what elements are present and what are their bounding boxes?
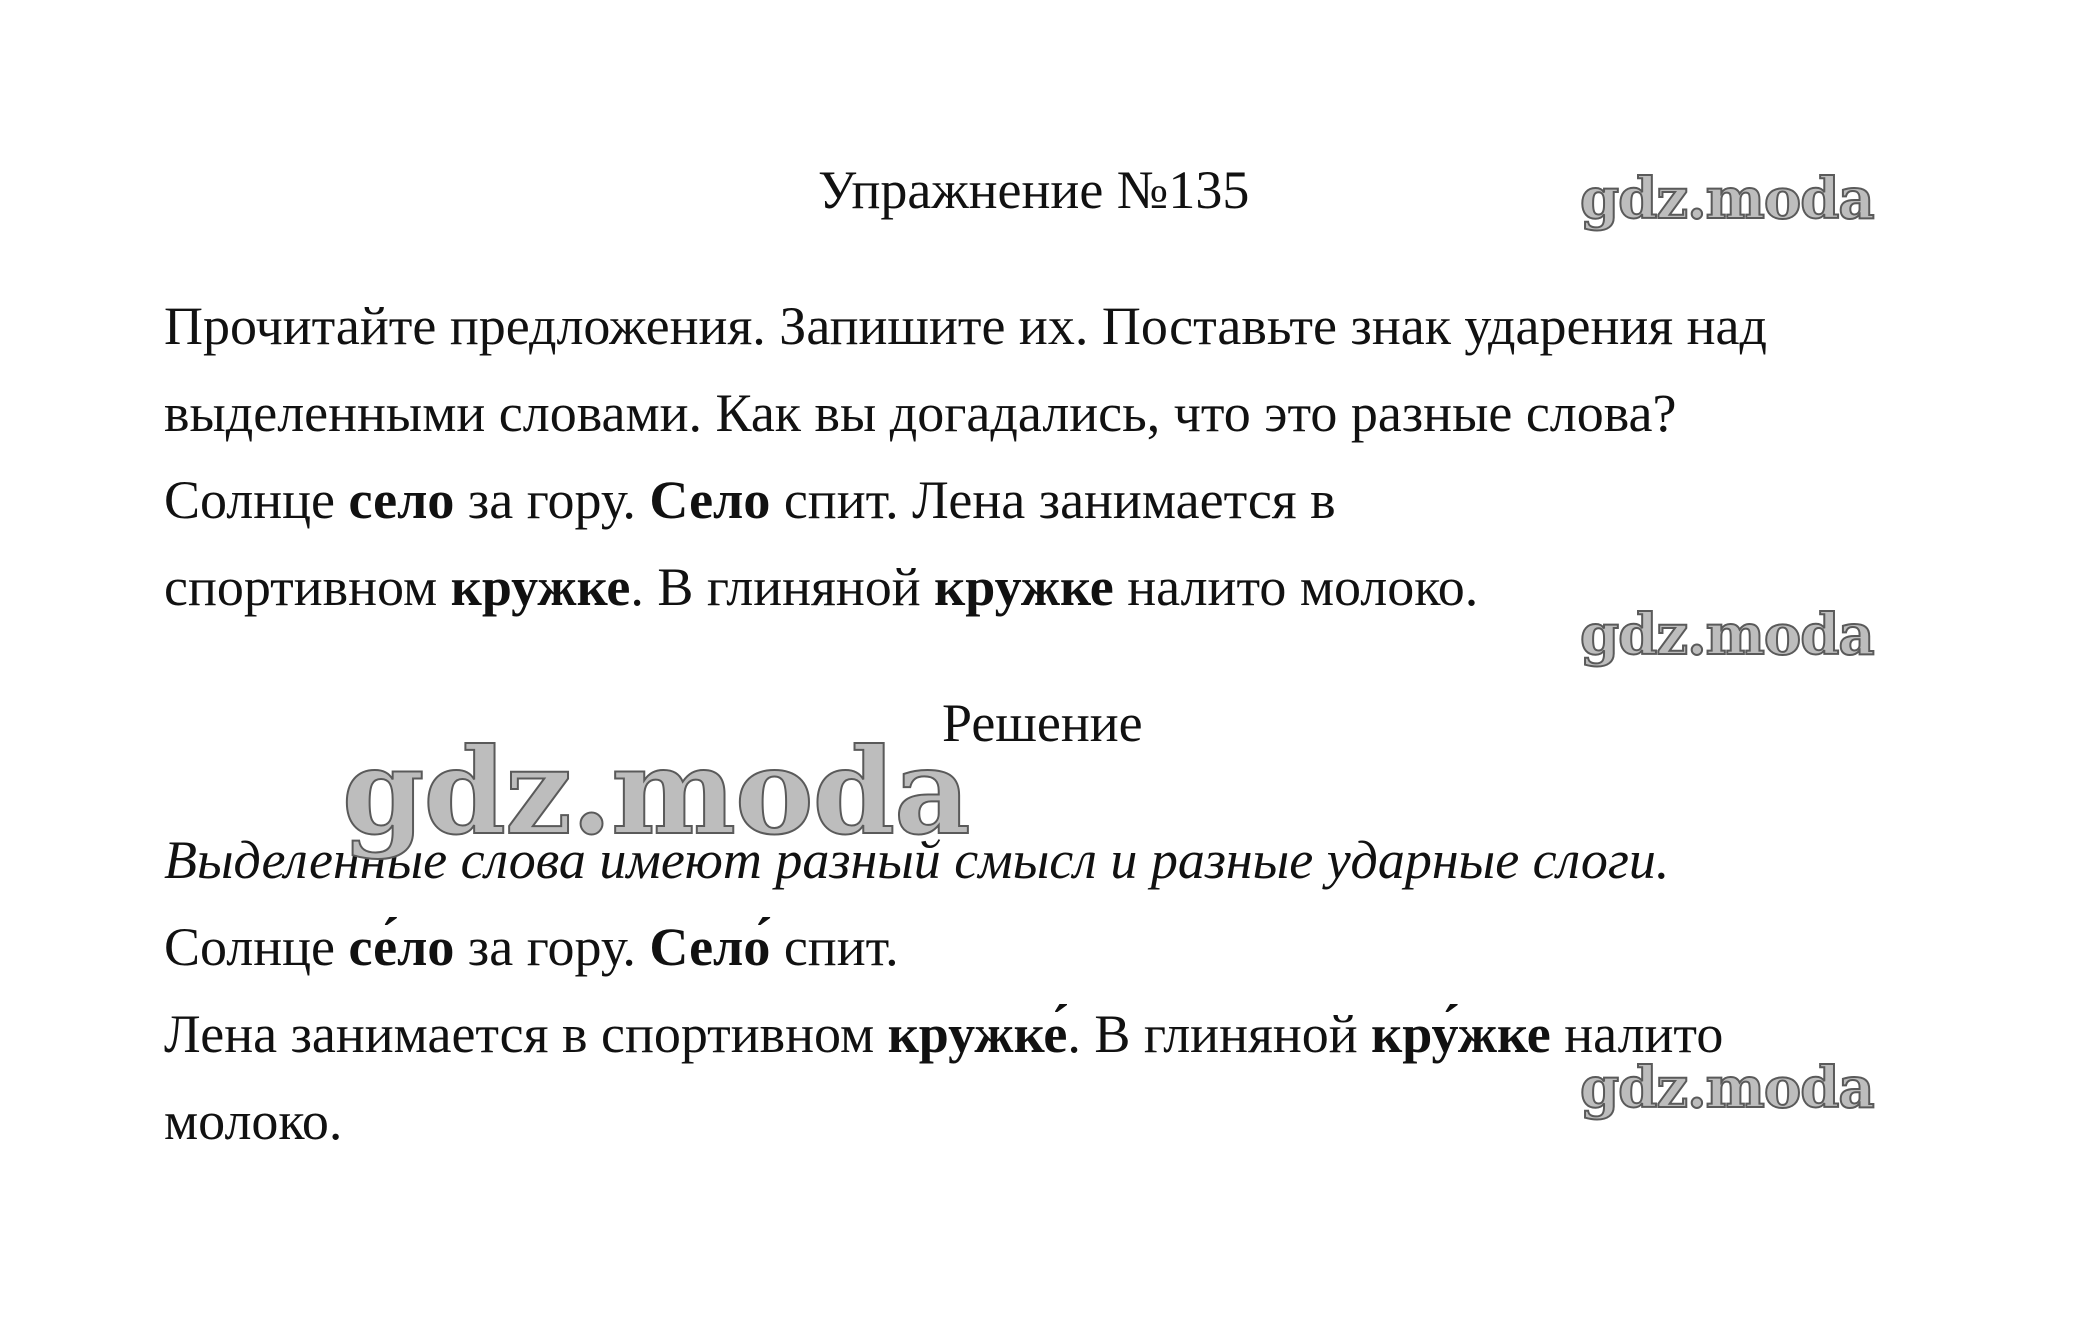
highlighted-word: село [348,470,455,530]
highlighted-word: кружке [450,557,631,617]
text-fragment: Солнце [164,917,349,977]
watermark-logo: gdz.moda [342,722,970,861]
stressed-word: кру́жке [1371,1004,1551,1064]
text-fragment: Солнце [164,470,349,530]
text-fragment: спит. [770,917,899,977]
highlighted-word: кружке [934,557,1114,617]
solution-line-1: Выделенные слова имеют разный смысл и разные ударные слоги. [164,830,1670,890]
text-fragment: Лена занимается в спортивном [164,1004,888,1064]
watermark-logo: gdz.moda [1580,602,1874,668]
text-fragment: налито молоко. [1113,557,1479,617]
stressed-word: се́ло [348,917,455,977]
exercise-title: Упражнение №135 [818,160,1250,220]
task-line-2: выделенными словами. Как вы догадались, что это разные слова? [164,383,1677,443]
watermark-logo: gdz.moda [1580,166,1874,232]
solution-line-3 [164,1004,1723,1064]
solution-heading: Решение [942,693,1143,753]
solution-line-4: молоко. [164,1091,343,1151]
text-fragment: . В глиняной [630,557,935,617]
highlighted-word: Село [649,470,771,530]
text-fragment: за гору. [454,470,650,530]
watermark-logo: gdz.moda [1580,1055,1874,1121]
text-fragment: спит. Лена занимается в [770,470,1336,530]
stressed-word: Село́ [649,917,771,977]
solution-line-2 [164,917,899,977]
task-line-4 [164,557,1478,617]
stressed-word: кружке́ [887,1004,1068,1064]
text-fragment: за гору. [454,917,650,977]
text-fragment: налито [1550,1004,1724,1064]
task-line-3 [164,470,1336,530]
task-line-1: Прочитайте предложения. Запишите их. Поставьте знак ударения над [164,296,1767,356]
text-fragment: спортивном [164,557,451,617]
text-fragment: . В глиняной [1067,1004,1372,1064]
